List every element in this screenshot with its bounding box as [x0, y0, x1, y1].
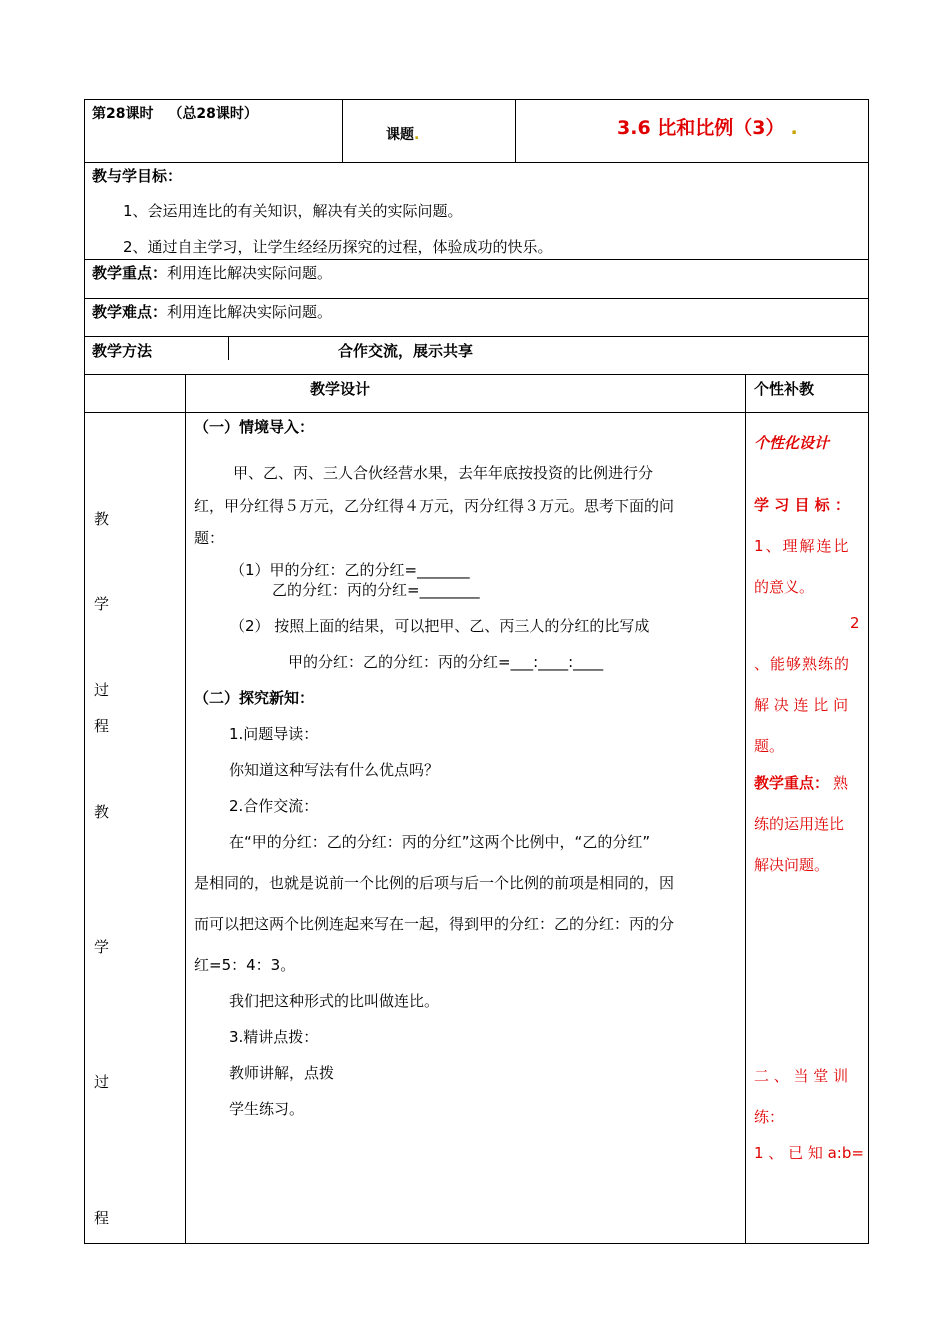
- col-divider: [185, 374, 186, 1244]
- process-char: 学: [94, 938, 110, 956]
- key-point-label: 教学重点：: [92, 264, 168, 282]
- col-divider: [342, 99, 343, 162]
- side-goal-2a: 、能够熟练的: [754, 655, 851, 673]
- scenario-line: 甲、乙、丙、三人合伙经营水果，去年年底按投资的比例进行分: [233, 464, 654, 482]
- discussion-line: 而可以把这两个比例连起来写在一起，得到甲的分红：乙的分红：丙的分: [194, 915, 675, 933]
- objectives-label: 教与学目标：: [92, 167, 183, 185]
- topic-label-text: 课题: [386, 127, 414, 143]
- side-goal-2b: 解 决 连 比 问: [754, 696, 849, 714]
- scenario-line: 题：: [194, 529, 225, 547]
- topic-title-text: 3.6 比和比例（3）: [617, 117, 785, 139]
- side-design-title: 个性化设计: [754, 434, 830, 452]
- side-training-b: 练：: [754, 1108, 785, 1126]
- side-key-point-a: 熟: [833, 774, 849, 792]
- discussion-line: 红=5：4：3。: [194, 956, 296, 974]
- side-goal-label: 学 习 目 标 ：: [754, 496, 850, 514]
- topic-label: [386, 125, 419, 145]
- discussion-line: 是相同的，也就是说前一个比例的后项与后一个比例的前项是相同的，因: [194, 874, 675, 892]
- lesson-number: [92, 104, 258, 124]
- step-3-teacher: 教师讲解，点拨: [229, 1064, 335, 1082]
- key-point-row: [92, 263, 332, 283]
- method-text: 合作交流，展示共享: [338, 342, 474, 360]
- row-divider: [84, 298, 869, 299]
- question-2: （2） 按照上面的结果，可以把甲、乙、丙三人的分红的比写成: [230, 617, 650, 635]
- process-char: 过: [94, 681, 110, 699]
- design-column-header: 教学设计: [310, 380, 371, 398]
- section-2-title: （二）探究新知：: [194, 689, 315, 707]
- step-3-student: 学生练习。: [229, 1100, 305, 1118]
- step-1-title: 1.问题导读：: [229, 725, 319, 743]
- process-char: 程: [94, 1209, 110, 1227]
- ink-dot: .: [414, 127, 420, 143]
- col-divider: [228, 336, 229, 360]
- step-2-title: 2.合作交流：: [229, 797, 319, 815]
- definition-line: 我们把这种形式的比叫做连比。: [229, 992, 440, 1010]
- discussion-line: 在“甲的分红：乙的分红：丙的分红”这两个比例中，“乙的分红”: [229, 833, 651, 851]
- objective-item-2: 2、通过自主学习，让学生经经历探究的过程，体验成功的快乐。: [123, 238, 553, 256]
- question-1b: 乙的分红：丙的分红=________: [272, 581, 480, 599]
- side-goal-1b: 的意义。: [754, 578, 815, 596]
- col-divider: [515, 99, 516, 162]
- lesson-total-text: （总28课时）: [168, 106, 258, 122]
- topic-title: [617, 116, 798, 140]
- question-2-blank: 甲的分红：乙的分红：丙的分红=___:____:____: [288, 653, 604, 671]
- lesson-number-text: 第28课时: [92, 106, 154, 122]
- supplement-column-header: 个性补教: [754, 380, 815, 398]
- difficulty-text: 利用连比解决实际问题。: [167, 303, 333, 321]
- difficulty-label: 教学难点：: [92, 303, 168, 321]
- side-key-point-b: 练的运用连比: [754, 815, 845, 833]
- difficulty-row: [92, 302, 332, 322]
- side-goal-2c: 题。: [754, 737, 785, 755]
- row-divider: [84, 259, 869, 260]
- side-key-point-label: 教学重点：: [754, 774, 830, 792]
- side-goal-2-num: 2: [850, 614, 860, 632]
- process-char: 教: [94, 510, 110, 528]
- ink-dot: .: [790, 117, 798, 139]
- process-char: 过: [94, 1073, 110, 1091]
- key-point-text: 利用连比解决实际问题。: [167, 264, 333, 282]
- question-1a: （1）甲的分红：乙的分红=_______: [230, 561, 470, 579]
- method-label: 教学方法: [92, 342, 153, 360]
- side-training-a: 二 、 当 堂 训: [754, 1067, 849, 1085]
- objective-item-1: 1、会运用连比的有关知识，解决有关的实际问题。: [123, 202, 463, 220]
- process-char: 学: [94, 595, 110, 613]
- row-divider: [84, 412, 869, 413]
- row-divider: [84, 374, 869, 375]
- scenario-line: 红，甲分红得５万元，乙分红得４万元，丙分红得３万元。思考下面的问: [194, 497, 675, 515]
- process-char: 教: [94, 803, 110, 821]
- side-training-c: 1 、 已 知 a:b=: [754, 1144, 864, 1162]
- side-key-point: [754, 773, 848, 793]
- col-divider: [745, 374, 746, 1244]
- row-divider: [84, 162, 869, 163]
- step-1-text: 你知道这种写法有什么优点吗？: [229, 761, 440, 779]
- step-3-title: 3.精讲点拨：: [229, 1028, 319, 1046]
- side-key-point-c: 解决问题。: [754, 856, 830, 874]
- side-goal-1a: 1、理解连比: [754, 537, 851, 555]
- process-char: 程: [94, 717, 110, 735]
- section-1-title: （一）情境导入：: [194, 418, 315, 436]
- row-divider: [84, 336, 869, 337]
